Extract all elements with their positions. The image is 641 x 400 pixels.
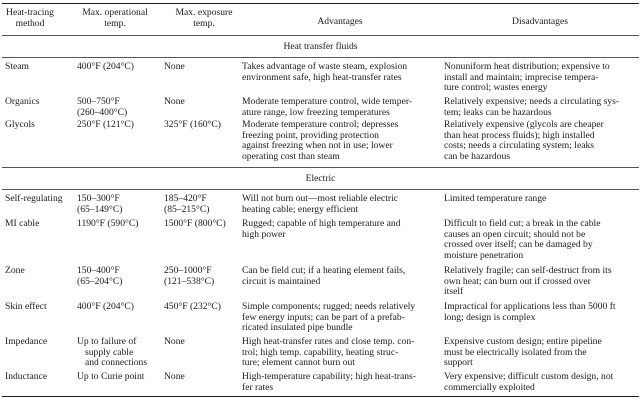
dis-line: can be hazardous — [444, 150, 511, 162]
table-bottom-rule — [2, 396, 639, 397]
table-top-rule — [2, 3, 639, 4]
op-line: 150–300°F — [77, 193, 120, 204]
row-adv — [242, 194, 398, 215]
row-op-temp — [77, 97, 127, 118]
row-dis — [444, 266, 612, 298]
adv-line: operating cost than steam — [242, 150, 340, 162]
adv-line: few energy inputs; can be part of a prefab- — [242, 311, 405, 323]
row-method: Impedance — [5, 336, 48, 347]
adv-line: environment safe, high heat-transfer rates — [242, 71, 402, 83]
row-op-temp: 400°F (204°C) — [77, 301, 134, 312]
adv-line: ature range, low freezing temperatures — [242, 106, 390, 118]
exp-line: 185–420°F — [164, 193, 207, 204]
adv-line: against freezing when not in use; lower — [242, 140, 393, 152]
header-advantages: Advantages — [317, 16, 363, 27]
op-line: 500–750°F — [77, 96, 120, 107]
dis-line: costs; needs a circulating system; leaks — [444, 140, 594, 152]
dis-line: tem; leaks can be hazardous — [444, 106, 552, 118]
header-method-line2: method — [15, 17, 45, 29]
row-method: MI cable — [5, 218, 40, 229]
dis-line: Relatively expensive; needs a circulating sys- — [444, 96, 620, 107]
section-fluids-rule — [2, 57, 639, 58]
dis-line: own heat; can burn out if crossed over — [444, 275, 591, 287]
adv-line: Will not burn out—most reliable electric — [242, 193, 399, 204]
section-electric-rule — [2, 189, 639, 190]
adv-line: Moderate temperature control; depresses — [242, 119, 399, 130]
dis-line: Nonuniform heat distribution; expensive to — [444, 61, 610, 72]
row-method: Skin effect — [5, 301, 47, 312]
row-exp-temp: 325°F (160°C) — [164, 119, 221, 130]
adv-line: trol; high temp. capability, heating struc- — [242, 346, 399, 358]
adv-line: ricated insulated pipe bundle — [242, 322, 353, 334]
header-method-line1: Heat-tracing — [6, 7, 54, 18]
adv-line: fer rates — [242, 381, 274, 393]
header-max-operational — [70, 8, 160, 29]
row-exp-temp: None — [164, 371, 185, 382]
row-exp-temp: 450°F (232°C) — [164, 301, 221, 312]
row-exp-temp — [164, 194, 209, 215]
row-method: Organics — [5, 96, 40, 107]
header-max-op-line1: Max. operational — [82, 7, 148, 18]
row-method: Zone — [5, 265, 25, 276]
row-adv — [242, 302, 415, 334]
row-exp-temp — [164, 266, 214, 287]
op-line: supply cable — [85, 346, 134, 358]
dis-line: commercially exploited — [444, 381, 535, 393]
adv-line: high power — [242, 228, 286, 240]
op-line: 150–400°F — [77, 265, 120, 276]
row-dis — [444, 337, 602, 369]
row-exp-temp: None — [164, 61, 185, 72]
row-op-temp: 1190°F (590°C) — [77, 218, 139, 229]
dis-line: Relatively fragile; can self-destruct from its — [444, 265, 612, 276]
row-method: Steam — [5, 61, 29, 72]
row-adv — [242, 266, 405, 287]
row-dis: Limited temperature range — [444, 193, 547, 204]
row-dis — [444, 120, 604, 162]
row-adv — [242, 337, 414, 369]
dis-line: long; design is complex — [444, 311, 536, 323]
header-max-op-line2: temp. — [104, 17, 126, 29]
row-dis — [444, 219, 600, 261]
row-dis — [444, 97, 619, 118]
dis-line: Expensive custom design; entire pipeline — [444, 336, 602, 347]
header-max-exp-line1: Max. exposure — [175, 7, 233, 18]
row-method: Glycols — [5, 119, 35, 130]
row-method: Self-regulating — [5, 193, 63, 204]
row-adv — [242, 62, 407, 83]
dis-line: itself — [444, 286, 464, 298]
adv-line: High-temperature capability; high heat-trans- — [242, 371, 416, 382]
section-divider-rule — [2, 167, 639, 168]
row-adv — [242, 372, 416, 393]
row-exp-temp: None — [164, 336, 185, 347]
row-op-temp: Up to Curie point — [77, 371, 145, 382]
row-dis — [444, 302, 616, 323]
adv-line: circuit is maintained — [242, 275, 321, 287]
adv-line: Takes advantage of waste steam, explosion — [242, 61, 408, 72]
dis-line: Impractical for applications less than 5000 ft — [444, 301, 616, 312]
row-op-temp: 250°F (121°C) — [77, 119, 134, 130]
row-op-temp: 400°F (204°C) — [77, 61, 134, 72]
exp-line: 250–1000°F — [164, 265, 212, 276]
op-line: (65–149°C) — [77, 203, 123, 215]
op-line: (65–204°C) — [77, 275, 123, 287]
dis-line: moisture penetration — [444, 249, 524, 261]
header-max-exposure — [162, 8, 246, 29]
row-op-temp — [77, 266, 122, 287]
adv-line: Moderate temperature control, wide temper- — [242, 96, 413, 107]
op-line: and connections — [85, 357, 148, 369]
dis-line: must be electrically isolated from the — [444, 346, 587, 358]
dis-line: ture control; wastes energy — [444, 82, 548, 94]
adv-line: heating cable; energy efficient — [242, 203, 359, 215]
dis-line: than heat process fluids); high installed — [444, 129, 595, 141]
row-exp-temp: 1500°F (800°C) — [164, 218, 226, 229]
exp-line: (85–215°C) — [164, 203, 210, 215]
header-bottom-rule — [2, 35, 639, 36]
adv-line: High heat-transfer rates and close temp. con- — [242, 336, 415, 347]
dis-line: Relatively expensive (glycols are cheaper — [444, 119, 604, 130]
header-max-exp-line2: temp. — [193, 17, 215, 29]
dis-line: install and maintain; imprecise tempera- — [444, 71, 599, 83]
row-dis — [444, 372, 613, 393]
adv-line: ture; element cannot burn out — [242, 357, 355, 369]
header-method — [2, 8, 58, 29]
row-exp-temp: None — [164, 96, 185, 107]
dis-line: causes an open circuit; should not be — [444, 228, 586, 240]
section-electric: Electric — [305, 173, 336, 184]
header-disadvantages: Disadvantages — [512, 16, 568, 27]
adv-line: Simple components; rugged; needs relatively — [242, 301, 416, 312]
row-op-temp — [77, 337, 147, 369]
row-adv — [242, 219, 401, 240]
adv-line: Rugged; capable of high temperature and — [242, 218, 401, 229]
row-op-temp — [77, 194, 122, 215]
dis-line: Very expensive; difficult custom design, not — [444, 371, 614, 382]
op-line: (260–400°C) — [77, 106, 128, 118]
dis-line: crossed over itself; can be damaged by — [444, 239, 593, 251]
adv-line: Can be field cut; if a heating element fails, — [242, 265, 406, 276]
dis-line: support — [444, 357, 473, 369]
row-adv — [242, 97, 412, 118]
op-line: Up to failure of — [77, 336, 137, 347]
row-method: Inductance — [5, 371, 48, 382]
dis-line: Difficult to field cut; a break in the cable — [444, 218, 601, 229]
row-adv — [242, 120, 398, 162]
section-heat-transfer-fluids: Heat transfer fluids — [283, 41, 358, 52]
row-dis — [444, 62, 610, 94]
adv-line: freezing point, providing protection — [242, 129, 379, 141]
exp-line: (121–538°C) — [164, 275, 215, 287]
